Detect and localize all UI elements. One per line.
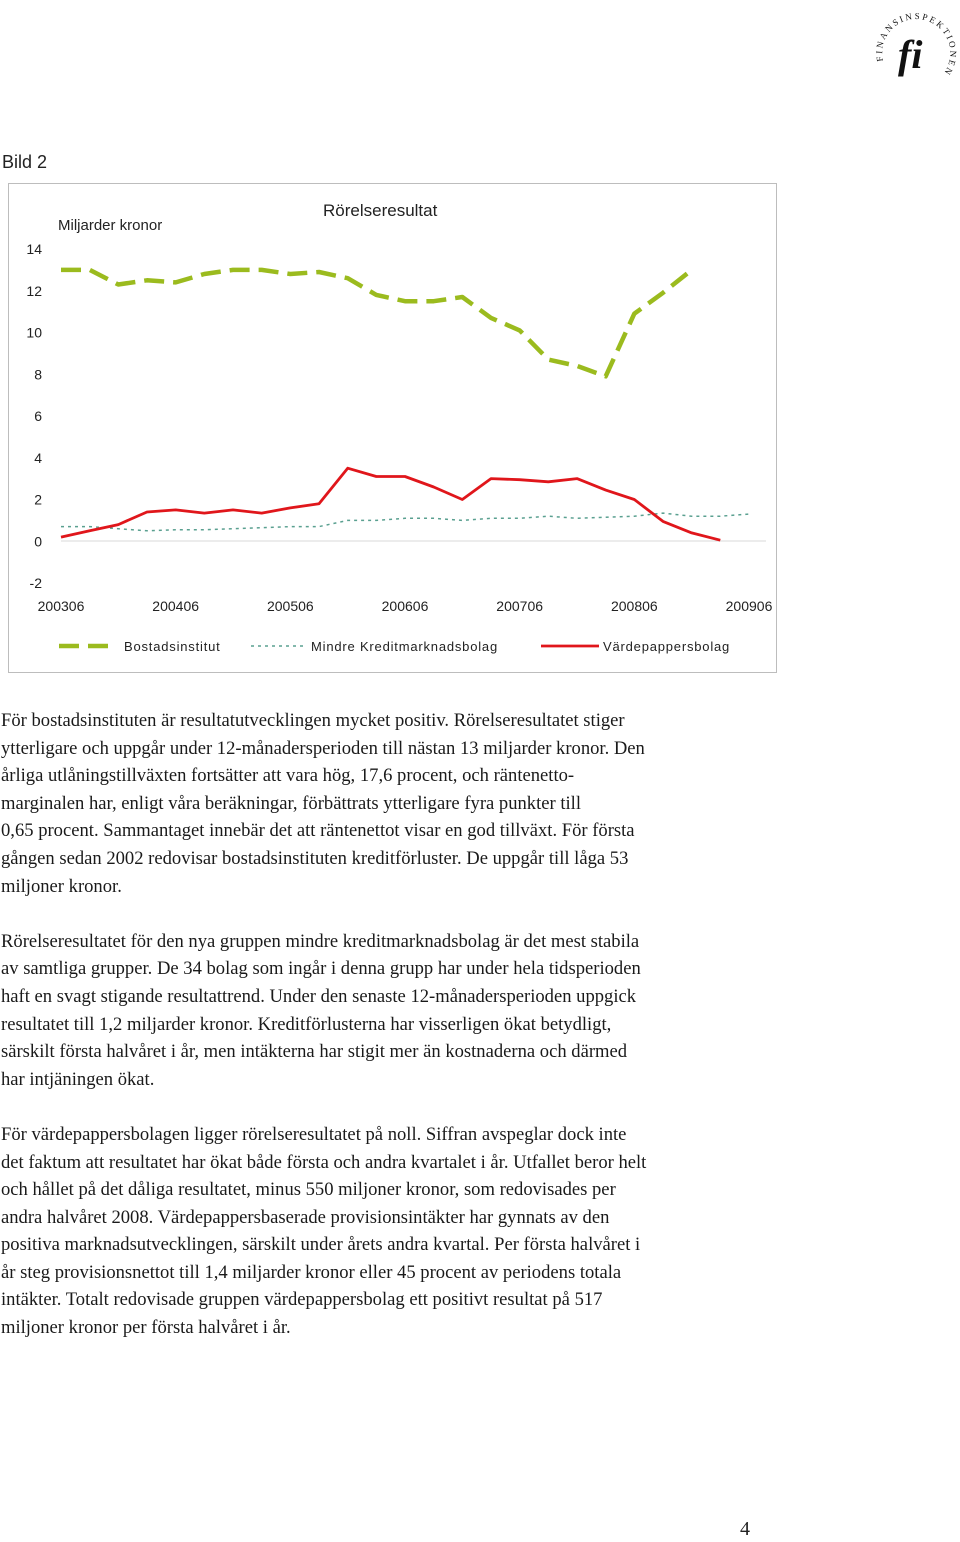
svg-text:FINANSINSPEKTIONEN: FINANSINSPEKTIONEN: [874, 10, 958, 79]
data-point-vardepappersbolag: [118, 524, 120, 526]
y-axis-ticks: [26, 241, 42, 591]
data-point-bostadsinstitut: [662, 292, 664, 294]
data-point-mindre-kreditmarknadsbolag: [720, 515, 722, 517]
legend-label-mindre-kreditmarknadsbolag: Mindre Kreditmarknadsbolag: [311, 639, 498, 654]
data-point-bostadsinstitut: [118, 284, 120, 286]
x-tick-label: 200606: [381, 598, 429, 614]
x-tick-label: 200506: [266, 598, 314, 614]
paragraph-line: intäkter. Totalt redovisade gruppen värdepappersbolag ett positivt resultat på 517: [1, 1289, 603, 1311]
data-point-bostadsinstitut: [146, 280, 148, 282]
data-point-vardepappersbolag: [576, 478, 578, 480]
finansinspektionen-logo: [872, 4, 958, 90]
data-point-vardepappersbolag: [318, 503, 320, 505]
data-point-vardepappersbolag: [404, 476, 406, 478]
data-point-vardepappersbolag: [376, 476, 378, 478]
paragraph-line: ytterligare och uppgår under 12-månadersperioden till nästan 13 miljarder kronor. Den: [1, 737, 645, 759]
data-point-mindre-kreditmarknadsbolag: [232, 528, 234, 530]
y-tick-label: 10: [26, 324, 42, 341]
y-tick-label: 12: [26, 282, 42, 299]
series-line-vardepappersbolag: [61, 468, 720, 540]
data-point-vardepappersbolag: [232, 509, 234, 511]
data-point-mindre-kreditmarknadsbolag: [89, 526, 91, 528]
data-point-mindre-kreditmarknadsbolag: [605, 516, 607, 518]
data-point-bostadsinstitut: [462, 296, 464, 298]
data-point-vardepappersbolag: [204, 512, 206, 514]
data-point-vardepappersbolag: [146, 511, 148, 513]
data-point-bostadsinstitut: [404, 300, 406, 302]
data-point-bostadsinstitut: [433, 300, 435, 302]
data-point-vardepappersbolag: [691, 532, 693, 534]
paragraph-line: år steg provisionsnettot till 1,4 miljarder kronor eller 45 procent av periodens totala: [1, 1261, 622, 1283]
paragraph-line: haft en svagt stigande resultattrend. Under den senaste 12-månadersperioden uppgick: [1, 985, 637, 1007]
data-point-vardepappersbolag: [519, 479, 521, 481]
page-number: 4: [740, 1518, 750, 1540]
legend-label-vardepappersbolag: Värdepappersbolag: [603, 639, 731, 654]
paragraph-line: har intjäningen ökat.: [1, 1068, 155, 1090]
data-point-mindre-kreditmarknadsbolag: [347, 520, 349, 522]
x-tick-label: 200906: [725, 598, 773, 614]
series-line-bostadsinstitut: [61, 270, 692, 376]
y-tick-label: 0: [34, 533, 42, 550]
y-tick-label: 4: [34, 449, 42, 466]
paragraph-line: gången sedan 2002 redovisar bostadsinstituten kreditförluster. De uppgår till låga 53: [1, 847, 629, 869]
data-point-bostadsinstitut: [519, 330, 521, 332]
data-point-mindre-kreditmarknadsbolag: [433, 518, 435, 520]
data-point-vardepappersbolag: [634, 499, 636, 501]
chart-container: [8, 183, 777, 673]
data-point-bostadsinstitut: [204, 273, 206, 275]
y-tick-label: -2: [29, 575, 42, 591]
paragraph-line: Rörelseresultatet för den nya gruppen mindre kreditmarknadsbolag är det mest stabila: [1, 930, 640, 952]
data-point-mindre-kreditmarknadsbolag: [204, 529, 206, 531]
data-point-mindre-kreditmarknadsbolag: [548, 515, 550, 517]
data-point-mindre-kreditmarknadsbolag: [490, 518, 492, 520]
paragraph-line: marginalen har, enligt våra beräkningar, förbättrats ytterligare fyra punkter till: [1, 792, 582, 814]
y-tick-label: 14: [26, 241, 42, 257]
y-tick-label: 8: [34, 366, 42, 383]
data-point-mindre-kreditmarknadsbolag: [290, 526, 292, 528]
paragraph: [1, 928, 771, 1094]
data-point-bostadsinstitut: [261, 269, 263, 271]
data-point-vardepappersbolag: [462, 499, 464, 501]
chart-series: [60, 269, 750, 541]
data-point-mindre-kreditmarknadsbolag: [261, 527, 263, 529]
data-point-mindre-kreditmarknadsbolag: [634, 515, 636, 517]
data-point-vardepappersbolag: [433, 486, 435, 488]
legend-item-mindre-kreditmarknadsbolag: [251, 639, 498, 654]
x-tick-label: 200706: [496, 598, 544, 614]
paragraph-line: 0,65 procent. Sammantaget innebär det att räntenettot visar en god tillväxt. För första: [1, 820, 635, 842]
paragraph-line: För värdepappersbolagen ligger rörelseresultatet på noll. Siffran avspeglar dock inte: [1, 1123, 627, 1145]
data-point-mindre-kreditmarknadsbolag: [376, 520, 378, 522]
data-point-vardepappersbolag: [175, 509, 177, 511]
paragraph-line: och hållet på det dåliga resultatet, minus 550 miljoner kronor, som redovisades per: [1, 1179, 616, 1201]
data-point-bostadsinstitut: [89, 269, 91, 271]
legend-item-vardepappersbolag: [541, 639, 730, 654]
data-point-mindre-kreditmarknadsbolag: [576, 518, 578, 520]
paragraph-line: resultatet till 1,2 miljarder kronor. Kreditförlusterna har visserligen ökat betydligt,: [1, 1013, 612, 1035]
data-point-bostadsinstitut: [605, 376, 607, 378]
x-tick-label: 200306: [37, 598, 85, 614]
data-point-bostadsinstitut: [634, 313, 636, 315]
data-point-mindre-kreditmarknadsbolag: [118, 528, 120, 530]
y-axis-label: Miljarder kronor: [58, 217, 163, 234]
data-point-mindre-kreditmarknadsbolag: [318, 526, 320, 528]
data-point-vardepappersbolag: [60, 536, 62, 538]
legend-item-bostadsinstitut: [59, 639, 221, 654]
y-tick-label: 6: [34, 408, 42, 424]
data-point-vardepappersbolag: [89, 530, 91, 532]
data-point-vardepappersbolag: [347, 467, 349, 469]
data-point-mindre-kreditmarknadsbolag: [691, 515, 693, 517]
data-point-mindre-kreditmarknadsbolag: [146, 530, 148, 532]
data-point-vardepappersbolag: [605, 489, 607, 491]
data-point-mindre-kreditmarknadsbolag: [748, 513, 750, 515]
paragraph-line: positiva marknadsutvecklingen, särskilt under årets andra kvartal. Per första halvåret i: [1, 1234, 641, 1256]
paragraph-line: andra halvåret 2008. Värdepappersbaserade provisionsintäkter har gynnats av den: [1, 1206, 610, 1228]
data-point-bostadsinstitut: [232, 269, 234, 271]
svg-text:fi: fi: [898, 32, 923, 77]
body-text: [1, 707, 771, 1369]
data-point-vardepappersbolag: [261, 512, 263, 514]
paragraph-line: det faktum att resultatet har ökat både första och andra kvartalet i år. Utfallet beror helt: [1, 1151, 647, 1173]
paragraph-line: särskilt första halvåret i år, men intäkterna har stigit mer än kostnaderna och därmed: [1, 1041, 628, 1063]
paragraph-line: För bostadsinstituten är resultatutvecklingen mycket positiv. Rörelseresultatet stiger: [1, 710, 625, 731]
data-point-bostadsinstitut: [347, 277, 349, 279]
data-point-vardepappersbolag: [662, 521, 664, 523]
data-point-vardepappersbolag: [490, 478, 492, 480]
data-point-mindre-kreditmarknadsbolag: [662, 512, 664, 514]
data-point-bostadsinstitut: [576, 365, 578, 367]
x-axis-ticks: [38, 598, 773, 614]
data-point-vardepappersbolag: [290, 507, 292, 509]
data-point-mindre-kreditmarknadsbolag: [404, 518, 406, 520]
data-point-bostadsinstitut: [60, 269, 62, 271]
legend: [59, 639, 730, 654]
figure-caption: Bild 2: [2, 152, 48, 172]
paragraph: [1, 1121, 771, 1342]
data-point-bostadsinstitut: [318, 271, 320, 273]
paragraph-line: årliga utlåningstillväxten fortsätter att vara hög, 17,6 procent, och räntenetto-: [1, 765, 575, 787]
data-point-bostadsinstitut: [376, 294, 378, 296]
data-point-vardepappersbolag: [548, 481, 550, 483]
x-tick-label: 200406: [152, 598, 200, 614]
data-point-bostadsinstitut: [175, 282, 177, 284]
data-point-mindre-kreditmarknadsbolag: [60, 526, 62, 528]
data-point-mindre-kreditmarknadsbolag: [175, 529, 177, 531]
data-point-mindre-kreditmarknadsbolag: [519, 518, 521, 520]
paragraph: [1, 707, 771, 900]
data-point-mindre-kreditmarknadsbolag: [462, 520, 464, 522]
data-point-vardepappersbolag: [720, 539, 722, 541]
chart-title: Rörelseresultat: [323, 201, 438, 220]
series-line-mindre-kreditmarknadsbolag: [61, 513, 749, 531]
paragraph-line: av samtliga grupper. De 34 bolag som ingår i denna grupp har under hela tidsperioden: [1, 958, 641, 980]
paragraph-line: miljoner kronor.: [1, 875, 122, 897]
x-tick-label: 200806: [610, 598, 658, 614]
data-point-bostadsinstitut: [290, 273, 292, 275]
data-point-bostadsinstitut: [691, 269, 693, 271]
data-point-bostadsinstitut: [548, 359, 550, 361]
paragraph-line: miljoner kronor per första halvåret i år.: [1, 1317, 291, 1339]
line-chart: [9, 184, 776, 672]
y-tick-label: 2: [34, 491, 42, 508]
data-point-bostadsinstitut: [490, 317, 492, 319]
legend-label-bostadsinstitut: Bostadsinstitut: [124, 639, 221, 654]
